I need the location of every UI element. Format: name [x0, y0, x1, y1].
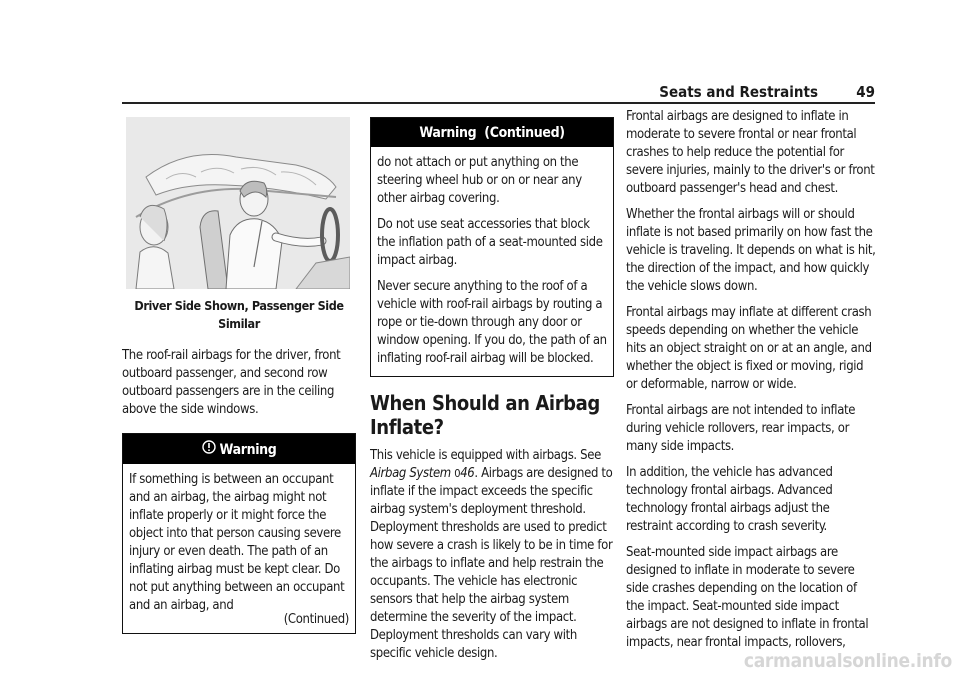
warning-title: Warning [219, 442, 277, 458]
figure-caption: Driver Side Shown, Passenger Side Similar [134, 298, 344, 331]
warning-icon [202, 440, 216, 459]
airbag-system-link[interactable]: Airbag System [370, 466, 451, 481]
body-paragraph: Frontal airbags are not intended to inflate during vehicle rollovers, rear impacts, or many side impacts. [626, 403, 856, 454]
warning-text: If something is between an occupant and an airbag, the airbag might not inflate properly or it might force the object into that person causing severe injury or even death. The path of an inflating airbag must be kept clear. Do not put anything between an occupant and an airbag, and [129, 472, 345, 613]
watermark: carmanualsonline.info [743, 650, 952, 672]
body-paragraph: Whether the frontal airbags will or should inflate is not based primarily on how fast the vehicle is traveling. It depends on what is hit, the direction of the impact, and how quickly the vehicle slows down. [626, 207, 876, 294]
warning-paragraph: Never secure anything to the roof of a vehicle with roof-rail airbags by routing a rope or tie-down through any door or window opening. If you do, the path of an inflating roof-rail airbag will be blocked. [377, 279, 607, 366]
page-ref-number[interactable]: 46 [460, 466, 475, 481]
warning-paragraph: do not attach or put anything on the steering wheel hub or on or near any other airbag covering. [377, 155, 582, 206]
section-heading: When Should an Airbag Inflate? [370, 391, 600, 439]
middle-column [370, 117, 614, 671]
warning-continued-box [370, 117, 614, 377]
left-column [122, 117, 356, 634]
header-rule [122, 102, 875, 104]
warning-continued-header: Warning (Continued) [371, 118, 613, 147]
intro-paragraph: The roof-rail airbags for the driver, front outboard passenger, and second row outboard passengers are in the ceiling above the side windows. [122, 348, 341, 417]
body-paragraph: Frontal airbags are designed to inflate in moderate to severe frontal or near frontal crashes to help reduce the potential for severe injuries, mainly to the driver's or front outboard passenger's head and chest. [626, 109, 875, 196]
body-paragraph [370, 447, 614, 663]
body-paragraph: In addition, the vehicle has advanced technology frontal airbags. Advanced technology frontal airbags adjust the restraint according to crash severity. [626, 465, 833, 534]
page-ref-arrow-icon: 0 [454, 467, 461, 480]
airbag-illustration [126, 117, 350, 289]
airbag-illustration-drawing [126, 117, 350, 289]
page-number: 49 [856, 83, 875, 101]
paragraph-prefix: This vehicle is equipped with airbags. See [370, 448, 601, 463]
right-column [626, 108, 876, 660]
paragraph-suffix: . Airbags are designed to inflate if the impact exceeds the specific airbag system's deployment threshold. Deployment thresholds are used to predict how severe a crash is likely to be in time for the airbags to inflate and help restrain the occupants. The vehicle has electronic sensors that help the airbag system determine the severity of the impact. Deployment thresholds can vary with specific vehicle design. [370, 466, 613, 661]
body-paragraph: Seat-mounted side impact airbags are designed to inflate in moderate to severe side crashes depending on the location of the impact. Seat-mounted side impact airbags are not designed to inflate in frontal impacts, near frontal impacts, rollovers, [626, 545, 869, 650]
body-paragraph: Frontal airbags may inflate at different crash speeds depending on whether the vehicle hits an object straight on or at an angle, and whether the object is fixed or moving, rigid or deformable, narrow or wide. [626, 305, 872, 392]
warning-box [122, 433, 356, 634]
continued-label: (Continued) [283, 612, 349, 627]
warning-header [123, 434, 355, 464]
warning-paragraph: Do not use seat accessories that block the inflation path of a seat-mounted side impact airbag. [377, 217, 603, 268]
section-title: Seats and Restraints [659, 83, 818, 101]
